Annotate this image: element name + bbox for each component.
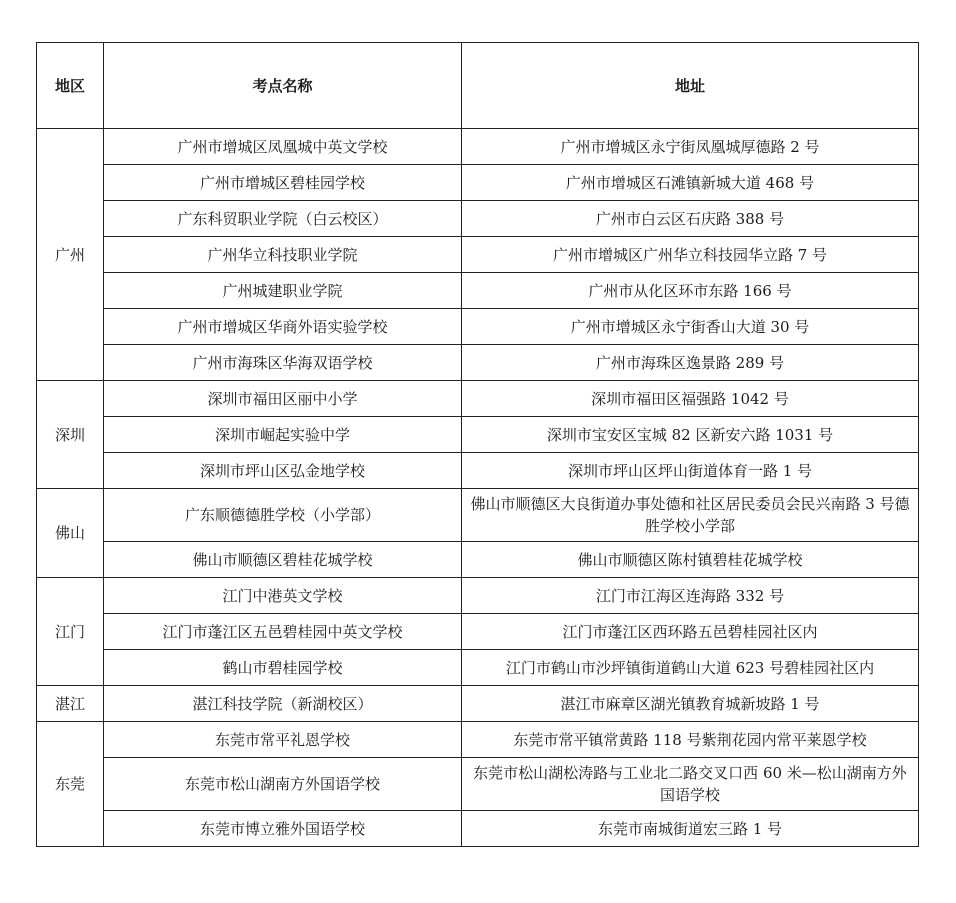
venue-name-cell: 东莞市博立雅外国语学校 — [104, 811, 462, 847]
region-cell: 湛江 — [37, 686, 104, 722]
venue-address-cell: 广州市白云区石庆路 388 号 — [462, 201, 919, 237]
venue-name-cell: 广州市增城区华商外语实验学校 — [104, 309, 462, 345]
venue-address-cell: 深圳市宝安区宝城 82 区新安六路 1031 号 — [462, 417, 919, 453]
venue-address-cell: 佛山市顺德区陈村镇碧桂花城学校 — [462, 542, 919, 578]
venue-name-cell: 佛山市顺德区碧桂花城学校 — [104, 542, 462, 578]
table-row — [37, 722, 919, 758]
region-cell: 深圳 — [37, 381, 104, 489]
table-row — [37, 201, 919, 237]
venue-address-cell: 江门市蓬江区西环路五邑碧桂园社区内 — [462, 614, 919, 650]
venue-name-cell: 深圳市崛起实验中学 — [104, 417, 462, 453]
table-row — [37, 614, 919, 650]
table-body — [37, 129, 919, 847]
table-row — [37, 165, 919, 201]
venue-name-cell: 广州市海珠区华海双语学校 — [104, 345, 462, 381]
region-cell: 东莞 — [37, 722, 104, 847]
venue-address-cell: 广州市增城区永宁街凤凰城厚德路 2 号 — [462, 129, 919, 165]
venue-name-cell: 广州华立科技职业学院 — [104, 237, 462, 273]
venue-name-cell: 湛江科技学院（新湖校区） — [104, 686, 462, 722]
table-row — [37, 686, 919, 722]
header-region: 地区 — [37, 43, 104, 129]
table-header-row — [37, 43, 919, 129]
table-row — [37, 542, 919, 578]
venue-name-cell: 广东顺德德胜学校（小学部） — [104, 489, 462, 542]
venue-name-cell: 广东科贸职业学院（白云校区） — [104, 201, 462, 237]
table-row — [37, 578, 919, 614]
venue-address-cell: 东莞市常平镇常黄路 118 号紫荆花园内常平莱恩学校 — [462, 722, 919, 758]
venue-name-cell: 深圳市福田区丽中小学 — [104, 381, 462, 417]
venue-name-cell: 广州市增城区凤凰城中英文学校 — [104, 129, 462, 165]
venue-name-cell: 广州城建职业学院 — [104, 273, 462, 309]
venue-name-cell: 江门市蓬江区五邑碧桂园中英文学校 — [104, 614, 462, 650]
venue-address-cell: 广州市增城区广州华立科技园华立路 7 号 — [462, 237, 919, 273]
venue-address-cell: 广州市海珠区逸景路 289 号 — [462, 345, 919, 381]
header-venue-name: 考点名称 — [104, 43, 462, 129]
table-row — [37, 273, 919, 309]
table-row — [37, 345, 919, 381]
table-row — [37, 811, 919, 847]
venue-address-cell: 东莞市南城街道宏三路 1 号 — [462, 811, 919, 847]
venue-address-cell: 江门市鹤山市沙坪镇街道鹤山大道 623 号碧桂园社区内 — [462, 650, 919, 686]
venue-address-cell: 广州市增城区永宁街香山大道 30 号 — [462, 309, 919, 345]
venue-address-cell: 深圳市坪山区坪山街道体育一路 1 号 — [462, 453, 919, 489]
venue-name-cell: 东莞市松山湖南方外国语学校 — [104, 758, 462, 811]
region-cell: 广州 — [37, 129, 104, 381]
venue-address-cell: 湛江市麻章区湖光镇教育城新坡路 1 号 — [462, 686, 919, 722]
table-row — [37, 758, 919, 811]
table-row — [37, 489, 919, 542]
table-row — [37, 381, 919, 417]
venue-address-cell: 江门市江海区连海路 332 号 — [462, 578, 919, 614]
table-row — [37, 453, 919, 489]
header-address: 地址 — [462, 43, 919, 129]
venue-name-cell: 东莞市常平礼恩学校 — [104, 722, 462, 758]
table-row — [37, 309, 919, 345]
venue-address-cell: 东莞市松山湖松涛路与工业北二路交叉口西 60 米—松山湖南方外国语学校 — [462, 758, 919, 811]
region-cell: 佛山 — [37, 489, 104, 578]
venue-address-cell: 佛山市顺德区大良街道办事处德和社区居民委员会民兴南路 3 号德胜学校小学部 — [462, 489, 919, 542]
venue-name-cell: 广州市增城区碧桂园学校 — [104, 165, 462, 201]
venue-name-cell: 深圳市坪山区弘金地学校 — [104, 453, 462, 489]
exam-venue-table — [36, 42, 919, 847]
venue-address-cell: 广州市增城区石滩镇新城大道 468 号 — [462, 165, 919, 201]
table-row — [37, 129, 919, 165]
table-row — [37, 417, 919, 453]
table-row — [37, 237, 919, 273]
venue-address-cell: 广州市从化区环市东路 166 号 — [462, 273, 919, 309]
region-cell: 江门 — [37, 578, 104, 686]
venue-name-cell: 江门中港英文学校 — [104, 578, 462, 614]
venue-address-cell: 深圳市福田区福强路 1042 号 — [462, 381, 919, 417]
table-row — [37, 650, 919, 686]
venue-name-cell: 鹤山市碧桂园学校 — [104, 650, 462, 686]
exam-venue-table-container — [36, 42, 918, 847]
